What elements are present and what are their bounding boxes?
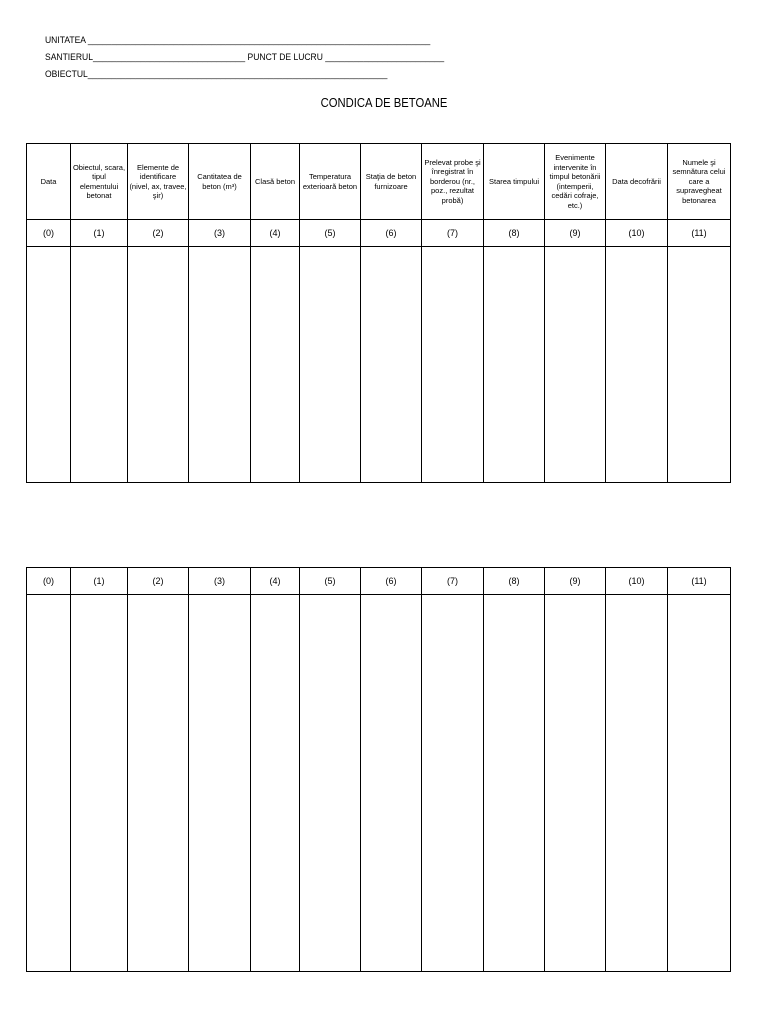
col-number-10: (10) — [606, 220, 668, 247]
col-number-6: (6) — [361, 220, 422, 247]
col-number-3: (3) — [189, 568, 251, 595]
entry-cell-10[interactable] — [606, 595, 668, 972]
entry-cell-4[interactable] — [251, 595, 300, 972]
concrete-log-table-1 — [26, 143, 731, 483]
entry-cell-0[interactable] — [27, 595, 71, 972]
col-header-7: Prelevat probe şi înregistrat în borderou (nr., poz., rezultat probă) — [422, 144, 484, 220]
col-header-4: Clasă beton — [251, 144, 300, 220]
entry-cell-9[interactable] — [545, 247, 606, 483]
col-header-11: Numele şi semnătura celui care a supravegheat betonarea — [668, 144, 731, 220]
col-header-8: Starea timpului — [484, 144, 545, 220]
entry-cell-10[interactable] — [606, 247, 668, 483]
header-row — [27, 144, 731, 220]
entry-cell-0[interactable] — [27, 247, 71, 483]
col-number-4: (4) — [251, 220, 300, 247]
col-number-9: (9) — [545, 568, 606, 595]
col-header-6: Staţia de beton furnizoare — [361, 144, 422, 220]
col-number-1: (1) — [71, 220, 128, 247]
col-number-1: (1) — [71, 568, 128, 595]
entry-cell-6[interactable] — [361, 247, 422, 483]
entry-row — [27, 247, 731, 483]
col-header-5: Temperatura exterioară beton — [300, 144, 361, 220]
entry-cell-1[interactable] — [71, 247, 128, 483]
col-header-2: Elemente de identificare (nivel, ax, travee, şir) — [128, 144, 189, 220]
number-row — [27, 568, 731, 595]
entry-cell-3[interactable] — [189, 595, 251, 972]
col-number-3: (3) — [189, 220, 251, 247]
col-number-8: (8) — [484, 568, 545, 595]
col-number-7: (7) — [422, 568, 484, 595]
entry-cell-2[interactable] — [128, 595, 189, 972]
entry-cell-11[interactable] — [668, 247, 731, 483]
col-number-10: (10) — [606, 568, 668, 595]
obiectul-line: OBIECTUL_______________________________________________________________ — [45, 69, 388, 80]
page-title: CONDICA DE BETOANE — [320, 96, 448, 110]
col-number-9: (9) — [545, 220, 606, 247]
col-number-0: (0) — [27, 220, 71, 247]
entry-cell-2[interactable] — [128, 247, 189, 483]
col-header-10: Data decofrării — [606, 144, 668, 220]
entry-row — [27, 595, 731, 972]
entry-cell-7[interactable] — [422, 247, 484, 483]
col-number-2: (2) — [128, 568, 189, 595]
col-header-3: Cantitatea de beton (m³) — [189, 144, 251, 220]
concrete-log-table-2 — [26, 567, 731, 972]
col-number-5: (5) — [300, 220, 361, 247]
col-number-7: (7) — [422, 220, 484, 247]
col-header-1: Obiectul, scara, tipul elementului betonat — [71, 144, 128, 220]
entry-cell-8[interactable] — [484, 595, 545, 972]
entry-cell-11[interactable] — [668, 595, 731, 972]
number-row — [27, 220, 731, 247]
entry-cell-3[interactable] — [189, 247, 251, 483]
col-header-0: Data — [27, 144, 71, 220]
entry-cell-6[interactable] — [361, 595, 422, 972]
entry-cell-4[interactable] — [251, 247, 300, 483]
col-number-5: (5) — [300, 568, 361, 595]
col-number-11: (11) — [668, 220, 731, 247]
entry-cell-1[interactable] — [71, 595, 128, 972]
entry-cell-8[interactable] — [484, 247, 545, 483]
col-number-2: (2) — [128, 220, 189, 247]
col-header-9: Evenimente intervenite în timpul betonării (intemperii, cedări cofraje, etc.) — [545, 144, 606, 220]
santierul-line: SANTIERUL________________________________ PUNCT DE LUCRU _________________________ — [45, 52, 445, 63]
unitatea-line: UNITATEA ________________________________________________________________________ — [45, 35, 431, 46]
col-number-4: (4) — [251, 568, 300, 595]
col-number-6: (6) — [361, 568, 422, 595]
entry-cell-5[interactable] — [300, 247, 361, 483]
col-number-0: (0) — [27, 568, 71, 595]
entry-cell-7[interactable] — [422, 595, 484, 972]
entry-cell-5[interactable] — [300, 595, 361, 972]
entry-cell-9[interactable] — [545, 595, 606, 972]
col-number-8: (8) — [484, 220, 545, 247]
col-number-11: (11) — [668, 568, 731, 595]
